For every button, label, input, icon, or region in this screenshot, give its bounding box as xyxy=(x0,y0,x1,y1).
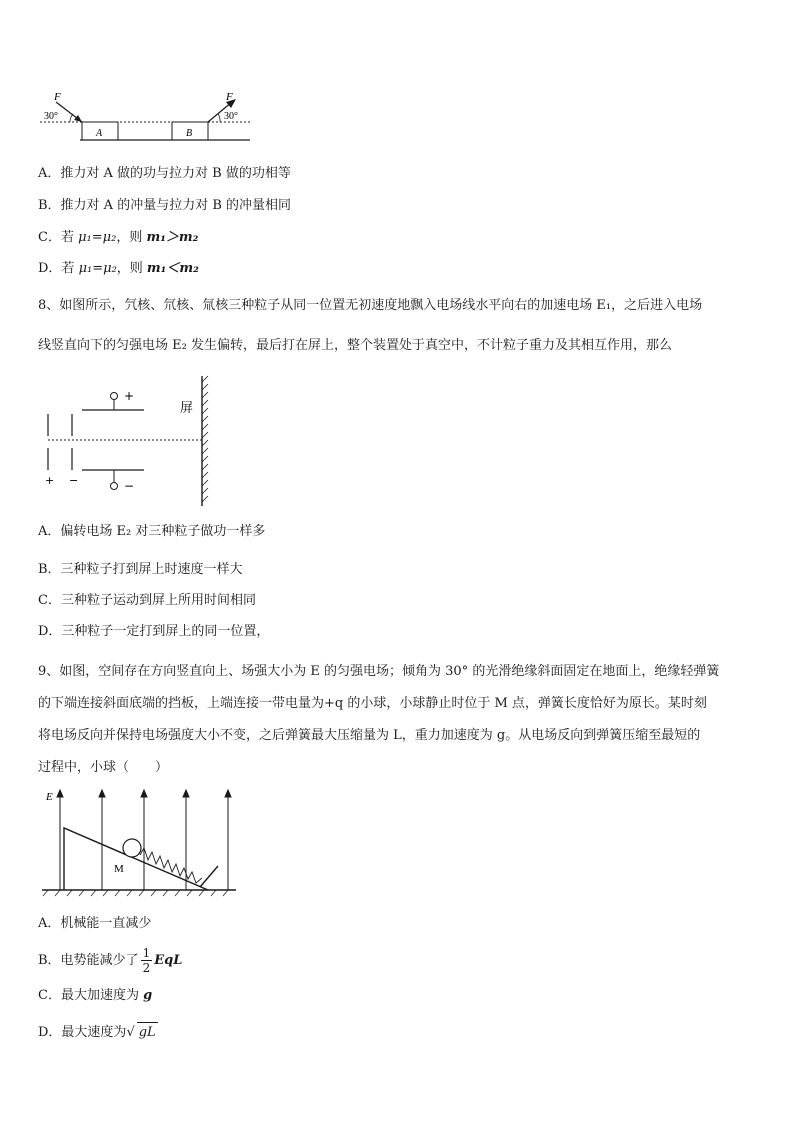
point-label-m: M xyxy=(114,863,124,875)
q9-option-b-suffix: EqL xyxy=(154,953,183,968)
field-lines xyxy=(57,790,231,890)
q7-option-c-result: m₁＞m₂ xyxy=(146,230,199,245)
left-minus-sign: − xyxy=(69,474,79,487)
baffle xyxy=(200,866,218,887)
screen-label: 屏 xyxy=(180,401,194,416)
figure-q7-blocks xyxy=(40,90,260,145)
block-a-label: A xyxy=(96,128,103,139)
lower-terminal-sign: − xyxy=(124,479,135,493)
q7-option-d-result: m₁＜m₂ xyxy=(146,261,199,276)
q9-option-c-value: g xyxy=(143,988,153,1003)
field-label-e: E xyxy=(46,791,53,803)
q7-option-d-cond: μ₁=μ₂ xyxy=(78,261,117,276)
q9-stem-line1: 9、如图，空间存在方向竖直向上、场强大小为 E 的匀强电场；倾角为 30° 的光滑绝缘斜面固定在地面上，绝缘轻弹簧 xyxy=(38,664,720,679)
q9-option-c-prefix: C．最大加速度为 xyxy=(38,988,144,1003)
label-f2: F xyxy=(226,91,233,103)
q7-option-a[interactable]: A．推力对 A 做的功与拉力对 B 做的功相等 xyxy=(38,166,291,181)
q9-option-d[interactable] xyxy=(38,1022,764,1043)
fraction xyxy=(141,946,153,975)
figure-q9-incline xyxy=(40,786,240,898)
q9-stem-line2: 的下端连接斜面底端的挡板，上端连接一带电量为+q 的小球，小球静止时位于 M 点，弹簧长度恰好为原长。某时刻 xyxy=(38,696,707,711)
q9-option-b-prefix: B．电势能减少了 xyxy=(38,953,139,968)
angle-label-1: 30° xyxy=(44,111,58,122)
q9-option-c[interactable] xyxy=(38,986,764,1006)
q8-stem-line1: 8、如图所示，氕核、氘核、氚核三种粒子从同一位置无初速度地飘入电场线水平向右的加速电场 E₁，之后进入电场 xyxy=(38,298,703,313)
q8-option-a[interactable]: A．偏转电场 E₂ 对三种粒子做功一样多 xyxy=(38,524,266,539)
ball xyxy=(123,839,141,857)
q9-option-d-prefix: D．最大速度为 xyxy=(38,1025,127,1040)
q7-option-d[interactable] xyxy=(38,259,764,279)
q9-stem-line3: 将电场反向并保持电场强度大小不变，之后弹簧最大压缩量为 L，重力加速度为 g。从电场反向到弹簧压缩至最短的 xyxy=(38,728,701,743)
q8-option-d[interactable]: D．三种粒子一定打到屏上的同一位置， xyxy=(38,624,270,639)
left-plus-sign: + xyxy=(45,474,55,487)
sqrt-sign: √ xyxy=(126,1025,135,1040)
q9-option-a[interactable]: A．机械能一直减少 xyxy=(38,916,152,931)
q8-stem-line2: 线竖直向下的匀强电场 E₂ 发生偏转，最后打在屏上，整个装置处于真空中，不计粒子重力及其相互作用，那么 xyxy=(38,338,672,353)
spring xyxy=(140,848,202,883)
fraction-denominator: 2 xyxy=(142,961,151,975)
label-f1: F xyxy=(54,91,61,103)
block-b-label: B xyxy=(186,128,193,139)
lower-terminal xyxy=(111,483,118,490)
angle-label-2: 30° xyxy=(224,111,238,122)
fraction-numerator: 1 xyxy=(142,946,151,960)
figure-q8-deflection xyxy=(42,372,222,512)
screen-hatching xyxy=(202,376,208,502)
q8-option-c[interactable]: C．三种粒子运动到屏上所用时间相同 xyxy=(38,593,256,608)
q7-option-c-mid: ，则 xyxy=(116,230,147,245)
q7-option-d-mid: ，则 xyxy=(116,261,147,276)
upper-terminal-sign: + xyxy=(124,389,135,403)
q7-option-b[interactable]: B．推力对 A 的冲量与拉力对 B 的冲量相同 xyxy=(38,198,292,213)
q8-option-b[interactable]: B．三种粒子打到屏上时速度一样大 xyxy=(38,562,243,577)
upper-terminal xyxy=(111,393,118,400)
q9-ground-hatching xyxy=(43,890,228,896)
q7-option-d-prefix: D．若 xyxy=(38,261,79,276)
q7-option-c-prefix: C．若 xyxy=(38,230,79,245)
sqrt-radicand: gL xyxy=(137,1022,158,1043)
q9-stem-line4: 过程中，小球（ ） xyxy=(38,760,169,775)
q9-option-b[interactable] xyxy=(38,944,764,978)
q7-option-c[interactable] xyxy=(38,228,764,248)
q7-option-c-cond: μ₁=μ₂ xyxy=(78,230,117,245)
